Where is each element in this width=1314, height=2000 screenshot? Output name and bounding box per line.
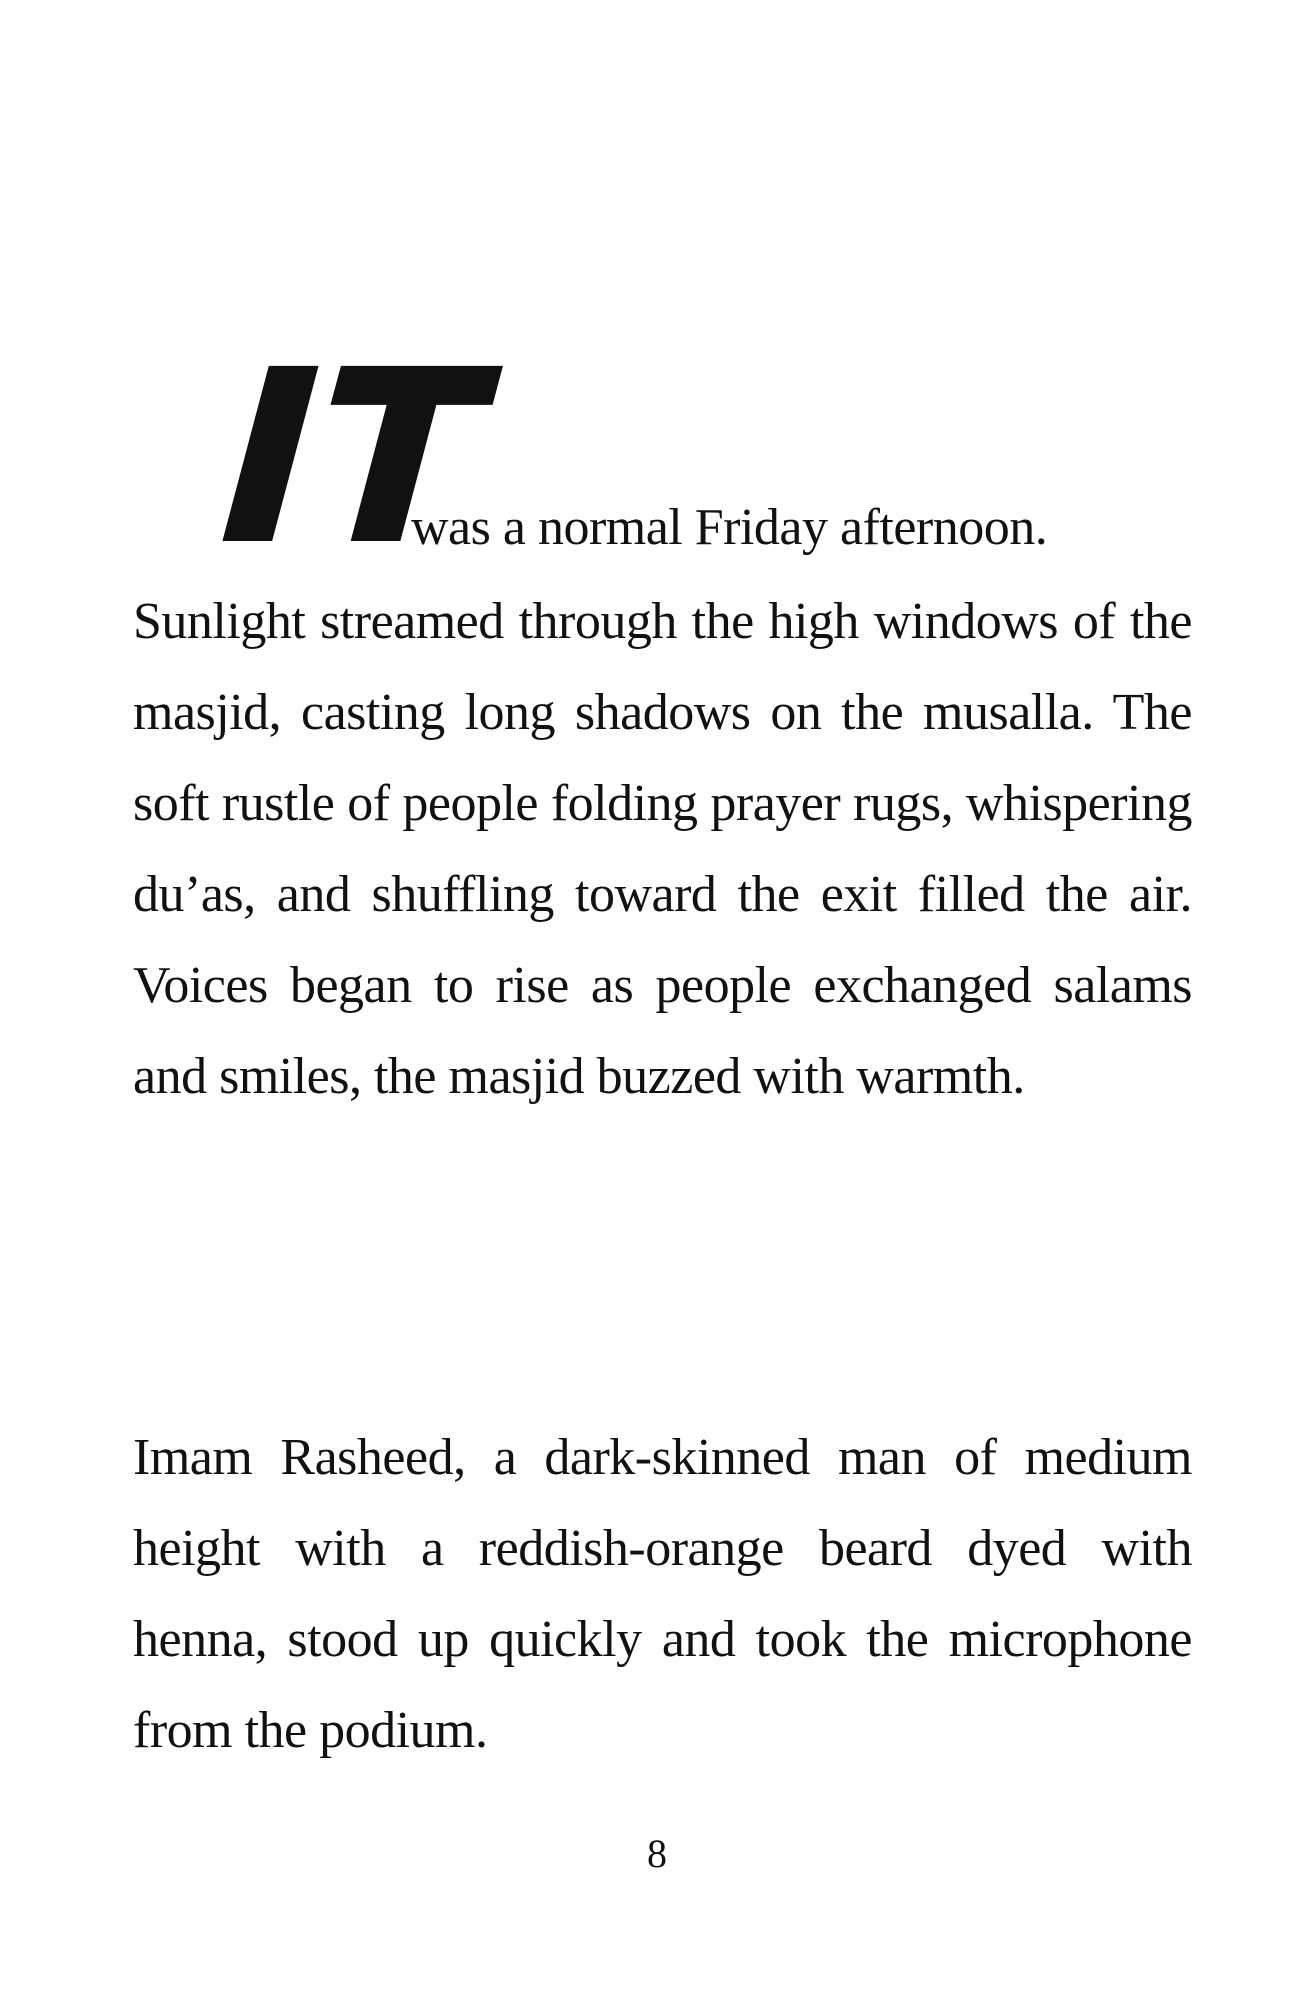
opening-paragraph-body: Sunlight streamed through the high windows of the masjid, casting long shadows on the musalla. The soft rustle of people folding prayer rugs, whispering du’as, and shuffling toward the exit filled the air. Voices began to rise as people exchanged salams and smiles, the masjid buzzed with warmth. (133, 593, 1192, 1105)
first-line (133, 323, 1192, 593)
opening-paragraph (133, 323, 1192, 1122)
first-line-text: was a normal Friday afternoon. (411, 499, 1048, 556)
second-paragraph: Imam Rasheed, a dark-skinned man of medium height with a reddish-orange beard dyed with henna, stood up quickly and took the microphone from the podium. (133, 1429, 1192, 1759)
drop-cap: IT (217, 323, 494, 593)
page-number: 8 (647, 1831, 667, 1876)
